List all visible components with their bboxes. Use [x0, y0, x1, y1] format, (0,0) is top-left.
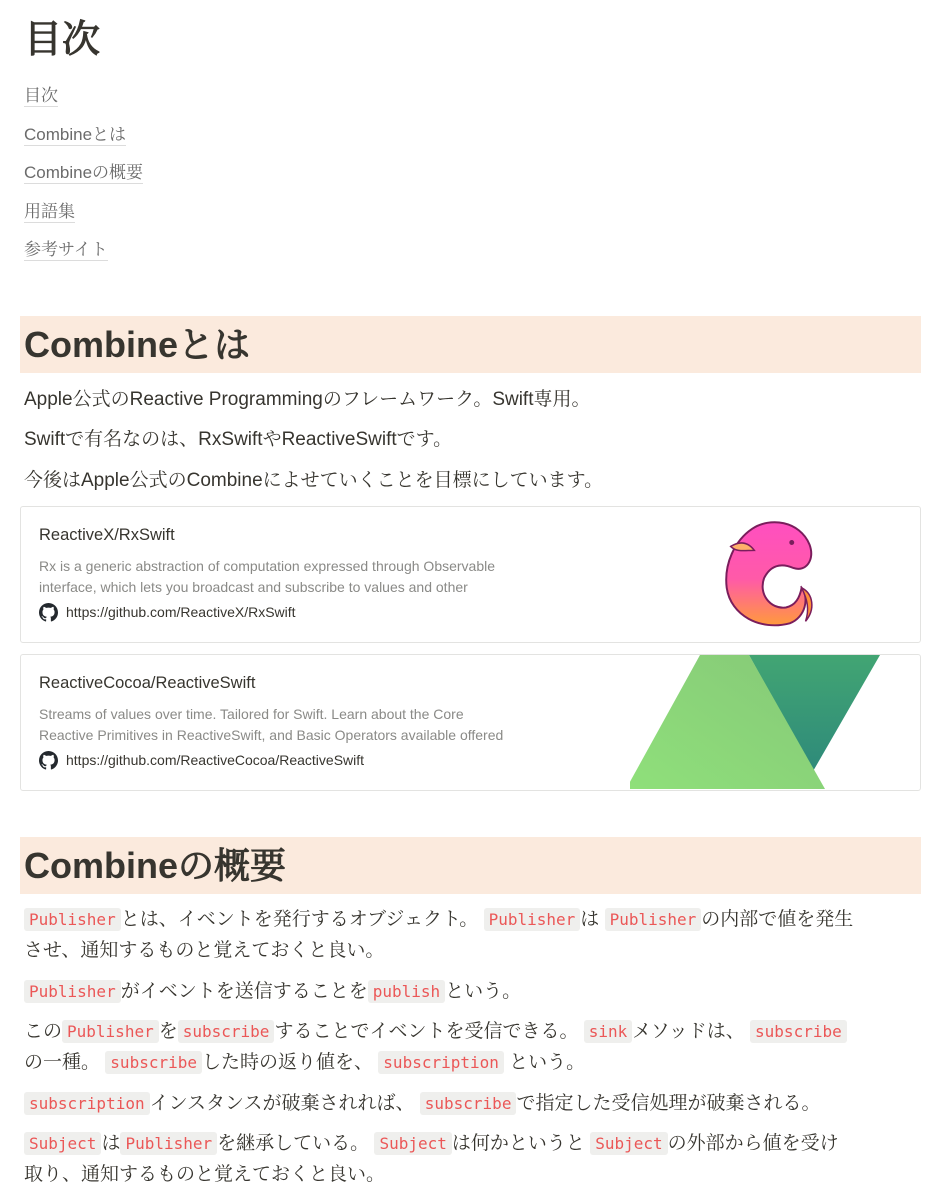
bookmark-title: ReactiveX/RxSwift — [39, 526, 175, 544]
toc-item — [24, 238, 143, 277]
paragraph-publisher — [24, 904, 924, 966]
bookmark-url: https://github.com/ReactiveCocoa/ReactiveSwift — [66, 752, 365, 768]
text: インスタンスが破棄されれば、 — [149, 1093, 415, 1114]
inline-code: subscribe — [178, 1020, 275, 1043]
text: という。 — [445, 981, 522, 1002]
bookmark-description-line: interface, which lets you broadcast and subscribe to values and other — [39, 579, 468, 595]
toc-item — [24, 200, 143, 239]
toc-link-combine-towa[interactable]: Combineとは — [24, 124, 127, 144]
text: させ、通知するものと覚えておくと良い。 — [24, 940, 385, 961]
text: は何かというと — [451, 1133, 585, 1154]
text: の外部から値を受け — [667, 1133, 839, 1154]
text: した時の返り値を、 — [202, 1052, 374, 1073]
text: を継承している。 — [217, 1133, 370, 1154]
toc-item — [24, 161, 143, 200]
inline-code: publish — [368, 980, 445, 1003]
inline-code: Publisher — [24, 980, 121, 1003]
inline-code: Publisher — [120, 1132, 217, 1155]
text: することでイベントを受信できる。 — [274, 1021, 579, 1042]
paragraph-publish — [24, 976, 924, 1007]
bookmark-text — [39, 671, 599, 771]
toc-item — [24, 123, 143, 162]
inline-code: Publisher — [24, 908, 121, 931]
text: は — [580, 909, 600, 930]
toc-link-references[interactable]: 参考サイト — [24, 240, 108, 259]
bookmark-description-line: Reactive Primitives in ReactiveSwift, and Basic Operators available offered — [39, 727, 504, 743]
bookmark-description — [39, 704, 599, 746]
text: は — [101, 1133, 121, 1154]
toc-title: 目次 — [24, 19, 101, 61]
inline-code: Publisher — [484, 908, 581, 931]
reactiveswift-logo-icon — [630, 655, 920, 790]
toc-link-combine-overview[interactable]: Combineの概要 — [24, 163, 144, 182]
inline-code: Subject — [24, 1132, 101, 1155]
rxswift-logo-icon — [630, 507, 920, 642]
inline-code: Publisher — [605, 908, 702, 931]
text: の内部で値を発生 — [701, 909, 854, 930]
bookmark-description-line: Rx is a generic abstraction of computation expressed through Observable — [39, 558, 496, 574]
bookmark-url: https://github.com/ReactiveX/RxSwift — [66, 604, 296, 620]
paragraph: 今後はApple公式のCombineによせていくことを目標にしています。 — [24, 470, 604, 491]
inline-code: Subject — [590, 1132, 667, 1155]
text: とは、イベントを発行するオブジェクト。 — [120, 909, 479, 930]
bookmark-url-row — [39, 749, 599, 771]
toc-item — [24, 84, 143, 123]
github-icon — [39, 603, 58, 622]
bookmark-description-line: Streams of values over time. Tailored for Swift. Learn about the Core — [39, 706, 464, 722]
section-heading-combine-overview: Combineの概要 — [20, 837, 921, 894]
paragraph: Apple公式のReactive Programmingのフレームワーク。Swift専用。 — [24, 389, 591, 410]
bookmark-url-row — [39, 601, 599, 623]
paragraph-subscribe — [24, 1016, 924, 1078]
bookmark-reactiveswift[interactable] — [20, 654, 921, 791]
text: を — [158, 1021, 178, 1042]
text: という。 — [509, 1052, 586, 1073]
text: 取り、通知するものと覚えておくと良い。 — [24, 1164, 386, 1185]
inline-code: Publisher — [62, 1020, 159, 1043]
paragraph-subscription — [24, 1088, 924, 1119]
inline-code: subscribe — [420, 1092, 517, 1115]
inline-code: subscribe — [105, 1051, 202, 1074]
paragraph-subject — [24, 1128, 924, 1190]
inline-code: subscription — [24, 1092, 150, 1115]
toc-link-mokuji[interactable]: 目次 — [24, 86, 58, 105]
bookmark-rxswift[interactable] — [20, 506, 921, 643]
inline-code: Subject — [374, 1132, 451, 1155]
section-heading-combine-towa: Combineとは — [20, 316, 921, 373]
github-icon — [39, 751, 58, 770]
bookmark-title: ReactiveCocoa/ReactiveSwift — [39, 674, 256, 692]
inline-code: subscribe — [750, 1020, 847, 1043]
table-of-contents — [24, 84, 143, 277]
bookmark-description — [39, 556, 599, 598]
paragraph: Swiftで有名なのは、RxSwiftやReactiveSwiftです。 — [24, 429, 453, 450]
inline-code: sink — [584, 1020, 633, 1043]
text: この — [24, 1021, 63, 1042]
text: で指定した受信処理が破棄される。 — [516, 1093, 821, 1114]
bookmark-text — [39, 523, 599, 623]
text: の一種。 — [24, 1052, 101, 1073]
text: メソッドは、 — [632, 1021, 745, 1042]
toc-link-glossary[interactable]: 用語集 — [24, 201, 75, 221]
inline-code: subscription — [378, 1051, 504, 1074]
text: がイベントを送信することを — [120, 981, 368, 1002]
